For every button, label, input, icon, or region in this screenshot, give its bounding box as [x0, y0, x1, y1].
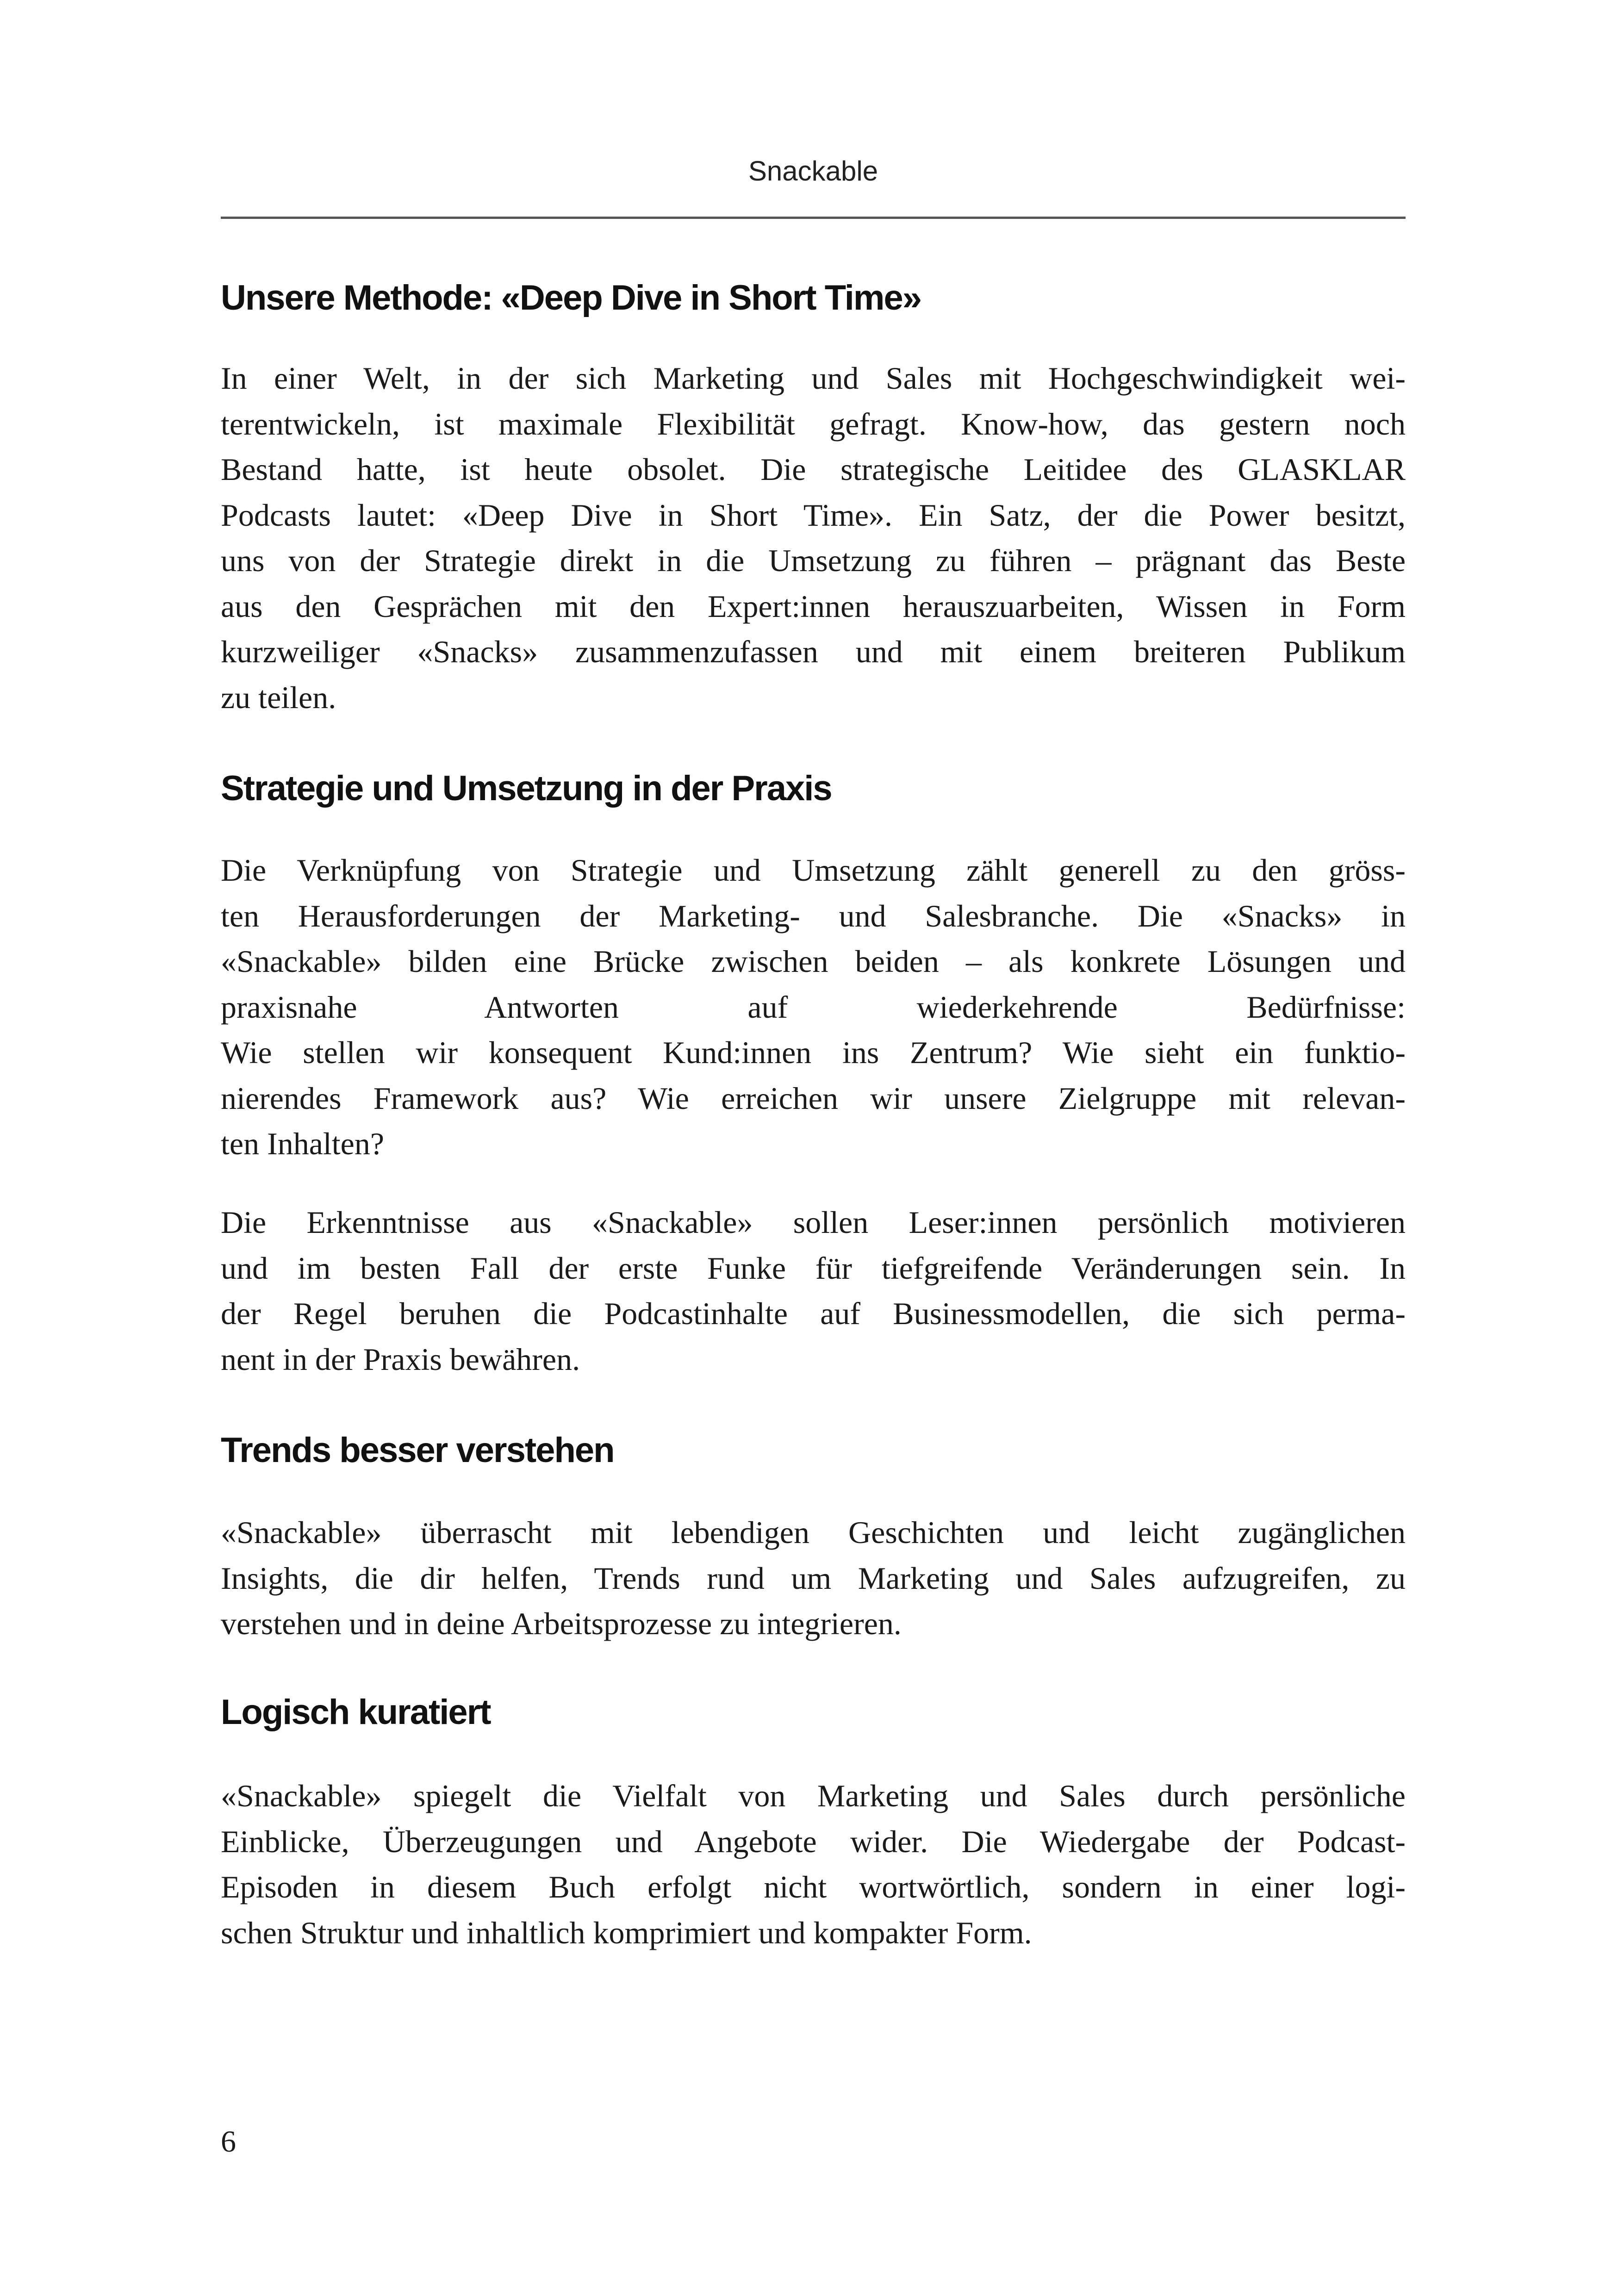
text-line: «Snackable» spiegelt die Vielfalt von Marketing und Sales durch persönliche	[221, 1778, 1406, 1813]
header-rule	[221, 217, 1406, 219]
running-head: Snackable	[748, 156, 878, 187]
text-line: Die Erkenntnisse aus «Snackable» sollen Leser:innen persönlich motivieren	[221, 1205, 1406, 1240]
text-line: uns von der Strategie direkt in die Umsetzung zu führen – prägnant das Beste	[221, 543, 1406, 578]
text-line: und im besten Fall der erste Funke für tiefgreifende Veränderungen sein. In	[221, 1250, 1406, 1286]
text-line: Die Verknüpfung von Strategie und Umsetzung zählt generell zu den gröss-	[221, 852, 1406, 888]
text-line: praxisnahe Antworten auf wiederkehrende Bedürfnisse:	[221, 989, 1406, 1025]
text-line: terentwickeln, ist maximale Flexibilität gefragt. Know-how, das gestern noch	[221, 406, 1406, 442]
text-line: aus den Gesprächen mit den Expert:innen herauszuarbeiten, Wissen in Form	[221, 588, 1406, 624]
paragraph	[221, 1773, 1406, 1955]
text-line: nierendes Framework aus? Wie erreichen wir unsere Zielgruppe mit relevan-	[221, 1080, 1406, 1116]
text-line: der Regel beruhen die Podcastinhalte auf Businessmodellen, die sich perma-	[221, 1296, 1406, 1331]
text-line: Episoden in diesem Buch erfolgt nicht wortwörtlich, sondern in einer logi-	[221, 1869, 1406, 1904]
section-heading: Strategie und Umsetzung in der Praxis	[221, 769, 832, 808]
text-line: In einer Welt, in der sich Marketing und Sales mit Hochgeschwindigkeit wei-	[221, 361, 1406, 396]
text-line: ten Inhalten?	[221, 1126, 385, 1161]
text-line: Einblicke, Überzeugungen und Angebote wider. Die Wiedergabe der Podcast-	[221, 1823, 1406, 1859]
section-heading: Trends besser verstehen	[221, 1431, 614, 1470]
page-number: 6	[221, 2125, 236, 2159]
paragraph	[221, 355, 1406, 720]
text-line: Bestand hatte, ist heute obsolet. Die strategische Leitidee des GLASKLAR	[221, 452, 1406, 487]
text-line: Podcasts lautet: «Deep Dive in Short Time». Ein Satz, der die Power besitzt,	[221, 497, 1406, 533]
paragraph	[221, 847, 1406, 1167]
text-line: ten Herausforderungen der Marketing- und Salesbranche. Die «Snacks» in	[221, 898, 1406, 933]
paragraph	[221, 1510, 1406, 1647]
section-heading: Logisch kuratiert	[221, 1692, 491, 1732]
text-line: Insights, die dir helfen, Trends rund um Marketing und Sales aufzugreifen, zu	[221, 1560, 1406, 1596]
section-heading: Unsere Methode: «Deep Dive in Short Time»	[221, 278, 921, 317]
text-line: verstehen und in deine Arbeitsprozesse zu integrieren.	[221, 1606, 902, 1641]
paragraph	[221, 1200, 1406, 1382]
text-line: nent in der Praxis bewähren.	[221, 1341, 580, 1377]
text-line: kurzweiliger «Snacks» zusammenzufassen und mit einem breiteren Publikum	[221, 634, 1406, 669]
text-line: zu teilen.	[221, 679, 336, 715]
text-line: «Snackable» überrascht mit lebendigen Geschichten und leicht zugänglichen	[221, 1515, 1406, 1550]
text-line: Wie stellen wir konsequent Kund:innen ins Zentrum? Wie sieht ein funktio-	[221, 1035, 1406, 1070]
text-line: schen Struktur und inhaltlich komprimiert und kompakter Form.	[221, 1915, 1032, 1950]
text-line: «Snackable» bilden eine Brücke zwischen beiden – als konkrete Lösungen und	[221, 944, 1406, 979]
